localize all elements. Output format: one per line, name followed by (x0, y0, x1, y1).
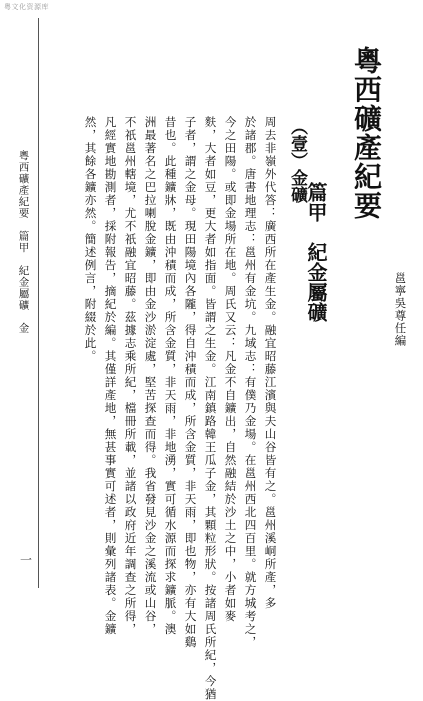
margin-rule (38, 18, 39, 588)
page-number: 一 (20, 553, 33, 567)
body-column: 凡經實地勘測者，採附報告，摘紀於編。其僅詳產地，無甚事實可述者，則彙列諸表。金鑛 (103, 116, 118, 636)
margin-chapter: 篇甲 (17, 230, 30, 254)
margin-topic: 紀金屬礦 (17, 265, 30, 311)
author-line: 邕寧吳尊任編 (393, 272, 408, 347)
section-heading: （壹）金礦 (287, 118, 307, 203)
margin-book-title: 粵西礦產紀要 (17, 150, 30, 219)
chapter-heading: 篇甲 紀金屬礦 (304, 182, 328, 322)
body-column: 今之田陽。或即金場所在地。周氏又云：凡金不自鑛出，自然融結於沙土之中，小者如麥 (223, 116, 238, 623)
margin-caption (18, 150, 29, 334)
body-column: 不祇邕州轄境，尤不祇融宜昭藤。茲據志乘所紀，檔冊所載，並諸以政府近年調查之所得， (123, 116, 138, 636)
watermark: 粤文化资源库 (4, 3, 49, 11)
body-column: 然，其餘各鑛亦然。簡述例言，附綴於此。 (83, 116, 98, 363)
book-title: 粵西礦產紀要 (350, 46, 383, 220)
body-column: 昔也。此種鑛牀，既由沖積而成，所含金質，非天雨，非地湧，實可循水源而探求鑛脈。澳 (163, 116, 178, 636)
body-column: 洲最著名之巴拉喇脫金鑛，即由金沙淤淀處，堅苦探查而得。我省發見沙金之溪流或山谷， (143, 116, 158, 636)
body-column: 麩，大者如豆，更大者如指面。皆謂之生金。江南鎮路韓王瓜子金，其顆粒形狀。按諸周氏所紀，今猶 (203, 116, 218, 701)
body-column: 周去非嶺外代答：廣西所在產生金。融宜昭藤江濱與夫山谷皆有之。邕州溪峒所產，多 (263, 116, 278, 610)
body-column: 子者，謂之金母。現田陽境內各隴，得自沖積而成，所含金質，非天雨，即也物，亦有大如鷄 (183, 116, 198, 649)
body-column: 於諸郡。唐書地理志：邕州有金坑。九域志：有僕乃金場。在邕州西北四百里。就方城考之， (243, 116, 258, 649)
margin-item: 金 (17, 322, 30, 334)
